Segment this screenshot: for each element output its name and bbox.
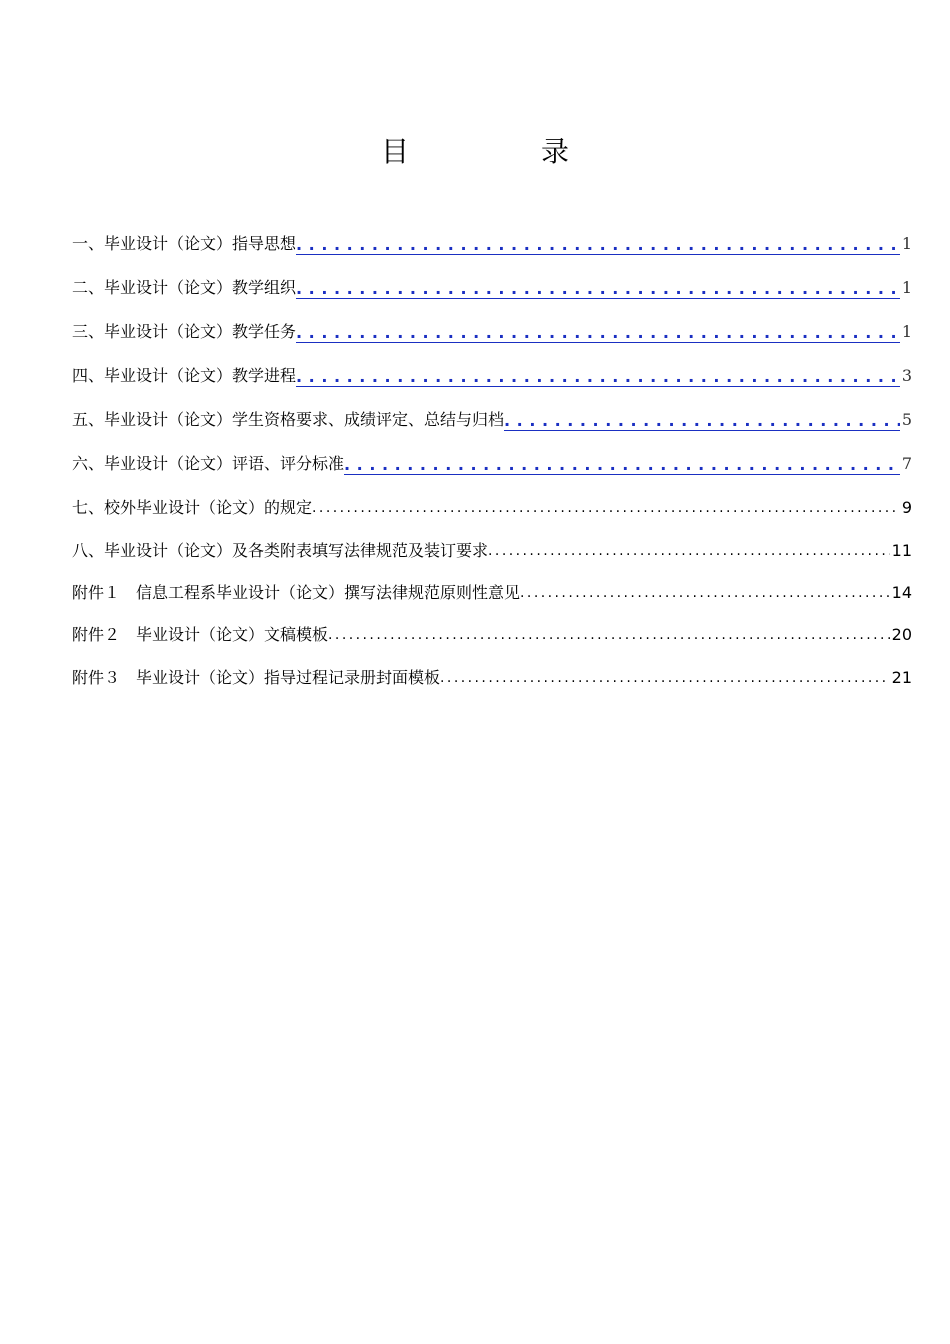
toc-page-number: 9 bbox=[901, 498, 912, 517]
toc-leader-dots bbox=[296, 324, 900, 343]
toc-leader-dots bbox=[504, 412, 900, 431]
toc-leader-dots bbox=[312, 497, 900, 519]
toc-entry-10[interactable] bbox=[72, 620, 912, 646]
toc-entry-text: 四、毕业设计（论文）教学进程 bbox=[72, 366, 297, 385]
toc-page-number: 3 bbox=[901, 366, 912, 385]
toc-entry-8[interactable] bbox=[72, 536, 912, 562]
toc-page-number: 1 bbox=[901, 322, 912, 341]
toc-leader-dots bbox=[328, 624, 890, 646]
toc-entry-3[interactable] bbox=[72, 317, 912, 343]
toc-page-number: 1 bbox=[901, 278, 912, 297]
toc-leader-dots bbox=[440, 667, 890, 689]
toc-page-number: 14 bbox=[891, 583, 912, 602]
toc-page-number: 5 bbox=[901, 410, 912, 429]
toc-entry-text: 附件３ 毕业设计（论文）指导过程记录册封面模板 bbox=[72, 668, 441, 687]
toc-title: 目 录 bbox=[380, 135, 621, 168]
toc-entry-4[interactable] bbox=[72, 361, 912, 387]
toc-entry-text: 一、毕业设计（论文）指导思想 bbox=[72, 234, 297, 253]
toc-entry-6[interactable] bbox=[72, 449, 912, 475]
toc-entry-2[interactable] bbox=[72, 273, 912, 299]
toc-entry-11[interactable] bbox=[72, 663, 912, 689]
toc-leader-dots bbox=[488, 540, 890, 562]
toc-entry-5[interactable] bbox=[72, 405, 912, 431]
toc-entry-text: 七、校外毕业设计（论文）的规定 bbox=[72, 498, 313, 517]
toc-page-number: 1 bbox=[901, 234, 912, 253]
toc-entry-text: 附件１ 信息工程系毕业设计（论文）撰写法律规范原则性意见 bbox=[72, 583, 521, 602]
toc-leader-dots bbox=[520, 582, 890, 604]
toc-entry-text: 附件２ 毕业设计（论文）文稿模板 bbox=[72, 625, 329, 644]
toc-entry-1[interactable] bbox=[72, 229, 912, 255]
toc-page-number: 11 bbox=[891, 541, 912, 560]
toc-leader-dots bbox=[296, 236, 900, 255]
toc-entry-text: 二、毕业设计（论文）教学组织 bbox=[72, 278, 297, 297]
toc-leader-dots bbox=[344, 456, 900, 475]
toc-entry-7[interactable] bbox=[72, 493, 912, 519]
toc-page-number: 20 bbox=[891, 625, 912, 644]
toc-leader-dots bbox=[296, 368, 900, 387]
toc-leader-dots bbox=[296, 280, 900, 299]
toc-page-number: 21 bbox=[891, 668, 912, 687]
toc-entry-text: 三、毕业设计（论文）教学任务 bbox=[72, 322, 297, 341]
toc-entry-text: 六、毕业设计（论文）评语、评分标准 bbox=[72, 454, 345, 473]
toc-entry-9[interactable] bbox=[72, 578, 912, 604]
toc-page-number: 7 bbox=[901, 454, 912, 473]
toc-entry-text: 八、毕业设计（论文）及各类附表填写法律规范及装订要求 bbox=[72, 541, 489, 560]
toc-entry-text: 五、毕业设计（论文）学生资格要求、成绩评定、总结与归档 bbox=[72, 410, 505, 429]
